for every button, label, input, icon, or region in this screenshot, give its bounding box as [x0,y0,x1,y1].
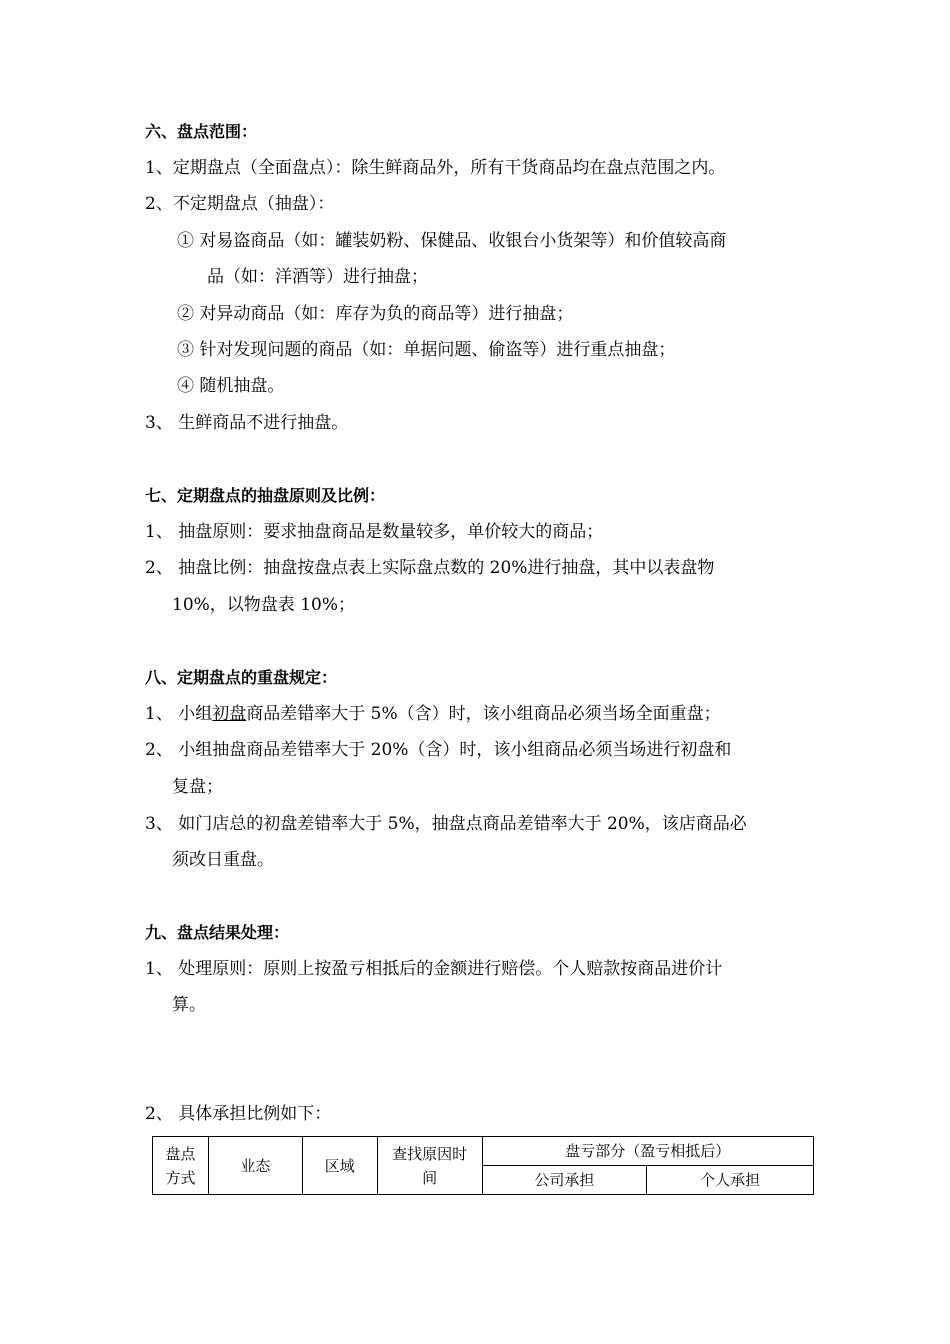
header-text: 盘点 [165,1144,196,1163]
paragraph: ② 对异动商品（如：库存为负的商品等）进行抽盘； [177,304,574,324]
table-header-row [153,1137,814,1166]
text-run: 商品差错率大于 5%（含）时，该小组商品必须当场全面重盘； [246,704,721,724]
paragraph: 品（如：洋酒等）进行抽盘； [207,267,428,287]
text-run: 1、 小组 [145,704,213,724]
paragraph: 1、 抽盘原则：要求抽盘商品是数量较多，单价较大的商品； [145,522,604,542]
paragraph: 2、 小组抽盘商品差错率大于 20%（含）时，该小组商品必须当场进行初盘和 [145,740,732,760]
paragraph: 10%，以物盘表 10%； [172,595,355,615]
paragraph: 须改日重盘。 [172,850,274,870]
table-header-cell: 盘亏部分（盈亏相抵后） [482,1137,813,1166]
paragraph: 算。 [172,995,206,1015]
section-heading-6: 六、盘点范围： [145,122,258,141]
section-heading-8: 八、定期盘点的重盘规定： [145,668,338,687]
header-text: 间 [422,1168,438,1187]
section-heading-9: 九、盘点结果处理： [145,923,290,942]
paragraph: 1、 处理原则：原则上按盈亏相抵后的金额进行赔偿。个人赔款按商品进价计 [145,959,723,979]
header-text: 查找原因时 [392,1144,468,1163]
paragraph: ③ 针对发现问题的商品（如：单据问题、偷盗等）进行重点抽盘； [177,340,676,360]
table-header-cell [377,1137,482,1195]
paragraph: 1、定期盘点（全面盘点）：除生鲜商品外，所有干货商品均在盘点范围之内。 [145,158,726,178]
header-text: 方式 [165,1168,196,1187]
table-header-cell: 公司承担 [482,1166,647,1195]
section-heading-7: 七、定期盘点的抽盘原则及比例： [145,486,386,505]
table-header-cell: 区域 [302,1137,377,1195]
paragraph: 2、 抽盘比例：抽盘按盘点表上实际盘点数的 20%进行抽盘，其中以表盘物 [145,558,715,578]
paragraph: 2、 具体承担比例如下： [145,1104,332,1124]
table-header-cell [153,1137,209,1195]
table-header-cell: 业态 [208,1137,302,1195]
paragraph [145,702,721,726]
compensation-table [152,1136,814,1195]
paragraph: 3、 生鲜商品不进行抽盘。 [145,413,349,433]
paragraph: 复盘； [172,777,223,797]
underlined-term: 初盘 [212,704,247,724]
paragraph: ① 对易盗商品（如：罐装奶粉、保健品、收银台小货架等）和价值较高商 [177,231,727,251]
paragraph: 2、不定期盘点（抽盘）： [145,194,335,214]
table-header-cell: 个人承担 [647,1166,814,1195]
paragraph: ④ 随机抽盘。 [177,376,285,396]
paragraph: 3、 如门店总的初盘差错率大于 5%，抽盘点商品差错率大于 20%，该店商品必 [145,814,747,834]
